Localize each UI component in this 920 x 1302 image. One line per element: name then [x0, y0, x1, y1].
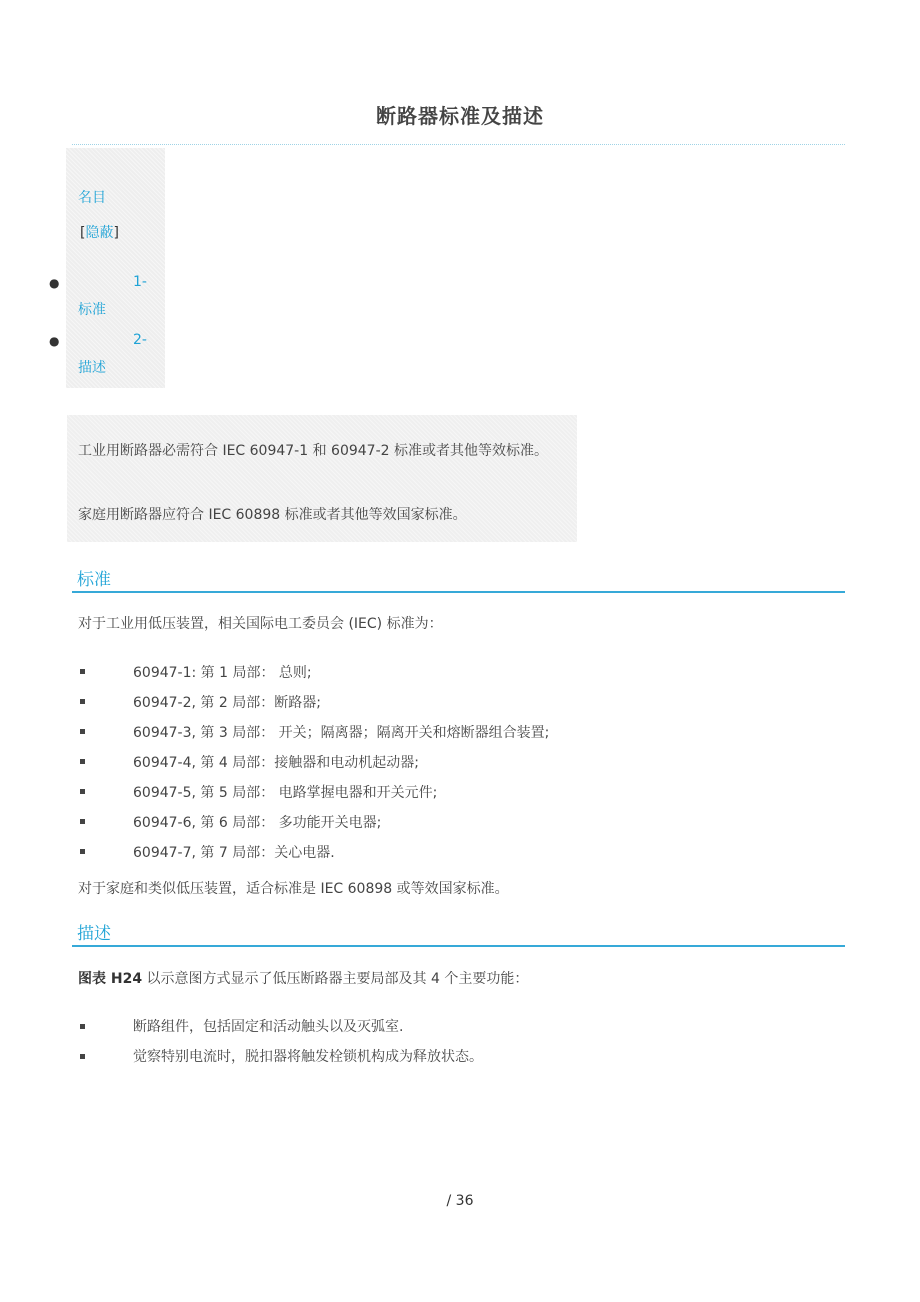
toc-item-1-number[interactable]: 1-	[133, 274, 147, 290]
toc-hide-link[interactable]: 隐蔽	[85, 225, 114, 241]
list-item: 60947-7, 第 7 局部：关心电器.	[133, 845, 335, 861]
toc-item-2-label[interactable]: 描述	[78, 360, 106, 376]
figure-reference: 图表 H24	[78, 971, 143, 987]
toc-item-2-number[interactable]: 2-	[133, 332, 147, 348]
page-title: 断路器标准及描述	[376, 104, 544, 128]
toc-hide-bracket-open: [	[80, 225, 86, 241]
list-item: 觉察特别电流时，脱扣器将触发栓锁机构成为释放状态。	[133, 1049, 483, 1065]
standards-intro: 对于工业用低压装置，相关国际电工委员会 (IEC) 标准为：	[78, 616, 443, 632]
section-divider-standards	[72, 591, 845, 593]
list-bullet	[80, 669, 85, 674]
list-item: 60947-3, 第 3 局部： 开关；隔离器；隔离开关和熔断器组合装置;	[133, 725, 550, 741]
list-item: 断路组件，包括固定和活动触头以及灭弧室.	[133, 1019, 404, 1035]
list-item: 60947-6, 第 6 局部： 多功能开关电器;	[133, 815, 382, 831]
intro-note-paragraph-1: 工业用断路器必需符合 IEC 60947-1 和 60947-2 标准或者其他等效标准。	[78, 443, 548, 459]
title-divider	[72, 144, 845, 145]
toc-hide-toggle[interactable]	[80, 222, 119, 242]
list-item: 60947-1: 第 1 局部： 总则;	[133, 665, 312, 681]
toc-title: 名目	[78, 190, 106, 206]
toc-hide-bracket-close: ]	[113, 225, 119, 241]
list-bullet	[80, 1054, 85, 1059]
list-bullet	[80, 759, 85, 764]
list-item: 60947-4, 第 4 局部：接触器和电动机起动器;	[133, 755, 419, 771]
intro-note-paragraph-2: 家庭用断路器应符合 IEC 60898 标准或者其他等效国家标准。	[78, 507, 467, 523]
section-heading-standards: 标准	[77, 570, 111, 590]
toc-bullet-2: ●	[49, 334, 60, 348]
list-bullet	[80, 849, 85, 854]
description-intro-text: 以示意图方式显示了低压断路器主要局部及其 4 个主要功能：	[142, 971, 529, 987]
list-bullet	[80, 729, 85, 734]
list-item: 60947-5, 第 5 局部： 电路掌握电器和开关元件;	[133, 785, 438, 801]
standards-outro: 对于家庭和类似低压装置，适合标准是 IEC 60898 或等效国家标准。	[78, 881, 509, 897]
section-heading-description: 描述	[77, 924, 111, 944]
description-intro	[78, 968, 528, 988]
section-divider-description	[72, 945, 845, 947]
list-bullet	[80, 699, 85, 704]
toc-item-1-label[interactable]: 标准	[78, 302, 106, 318]
list-bullet	[80, 819, 85, 824]
list-bullet	[80, 789, 85, 794]
page-number: / 36	[446, 1193, 474, 1209]
list-bullet	[80, 1024, 85, 1029]
table-of-contents	[66, 148, 165, 388]
toc-bullet-1: ●	[49, 276, 60, 290]
list-item: 60947-2, 第 2 局部：断路器;	[133, 695, 321, 711]
